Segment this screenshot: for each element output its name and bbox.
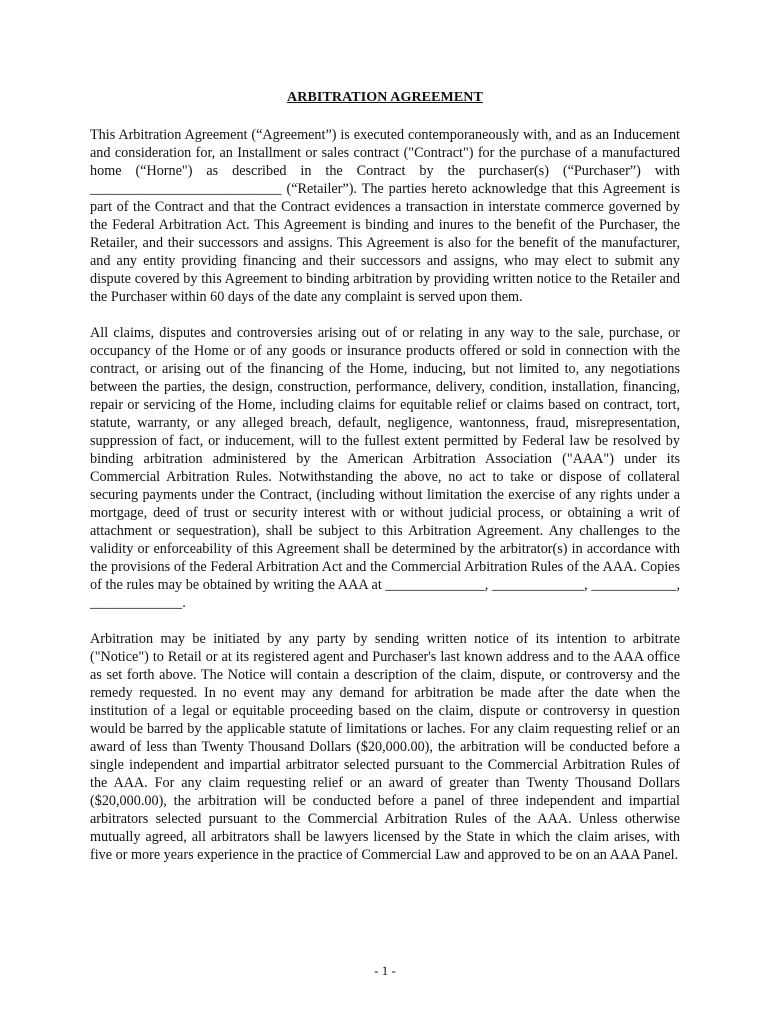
document-title: ARBITRATION AGREEMENT [287,90,483,105]
document-body [90,126,680,882]
paragraph-introduction: This Arbitration Agreement (“Agreement”) is executed contemporaneously with, and as an Inducement and consideration for, an Installment or sales contract ("Contract") for the purchase of a manufactured home (“Horne") as described in the Contract by the purchaser(s) (“Purchaser”) with ___________________________ (“Retailer”). The parties hereto acknowledge that this Agreement is part of the Contract and that the Contract evidences a transaction in interstate commerce governed by the Federal Arbitration Act. This Agreement is binding and inures to the benefit of the Purchaser, the Retailer, and their successors and assigns. This Agreement is also for the benefit of the manufacturer, and any entity providing financing and their successors and assigns, who may elect to submit any dispute covered by this Agreement to binding arbitration by providing written notice to the Retailer and the Purchaser within 60 days of the date any complaint is served upon them. [90,127,680,305]
paragraph-claims-and-disputes: All claims, disputes and controversies arising out of or relating in any way to the sale, purchase, or occupancy of the Home or of any goods or insurance products offered or sold in connection with the contract, or arising out of the financing of the Home, inducing, but not limited to, any negotiations between the parties, the design, construction, performance, delivery, condition, installation, financing, repair or servicing of the Home, including claims for equitable relief or claims based on contract, tort, statute, warranty, or any alleged breach, default, negligence, wantonness, fraud, misrepresentation, suppression of fact, or inducement, will to the fullest extent permitted by Federal law be resolved by binding arbitration administered by the American Arbitration Association ("AAA") under its Commercial Arbitration Rules. Notwithstanding the above, no act to take or dispose of collateral securing payments under the Contract, (including without limitation the exercise of any rights under a mortgage, deed of trust or security interest with or without judicial process, or obtaining a writ of attachment or sequestration), shall be subject to this Arbitration Agreement. Any challenges to the validity or enforceability of this Agreement shall be determined by the arbitrator(s) in accordance with the provisions of the Federal Arbitration Act and the Commercial Arbitration Rules of the AAA. Copies of the rules may be obtained by writing the AAA at ______________, _____________, ____________, _____________. [90,325,680,611]
paragraph-initiation-of-arbitration: Arbitration may be initiated by any party by sending written notice of its intention to arbitrate ("Notice") to Retail or at its registered agent and Purchaser's last known address and to the AAA office as set forth above. The Notice will contain a description of the claim, dispute, or controversy and the remedy requested. In no event may any demand for arbitration be made after the date when the institution of a legal or equitable proceeding based on the claim, dispute or controversy in question would be barred by the applicable statute of limitations or laches. For any claim requesting relief or an award of less than Twenty Thousand Dollars ($20,000.00), the arbitration will be conducted before a single independent and impartial arbitrator selected pursuant to the Commercial Arbitration Rules of the AAA. For any claim requesting relief or an award of greater than Twenty Thousand Dollars ($20,000.00), the arbitration will be conducted before a panel of three independent and impartial arbitrators selected pursuant to the Commercial Arbitration Rules of the AAA. Unless otherwise mutually agreed, all arbitrators shall be lawyers licensed by the State in which the claim arises, with five or more years experience in the practice of Commercial Law and approved to be on an AAA Panel. [90,631,680,863]
page-number: - 1 - [374,963,396,978]
